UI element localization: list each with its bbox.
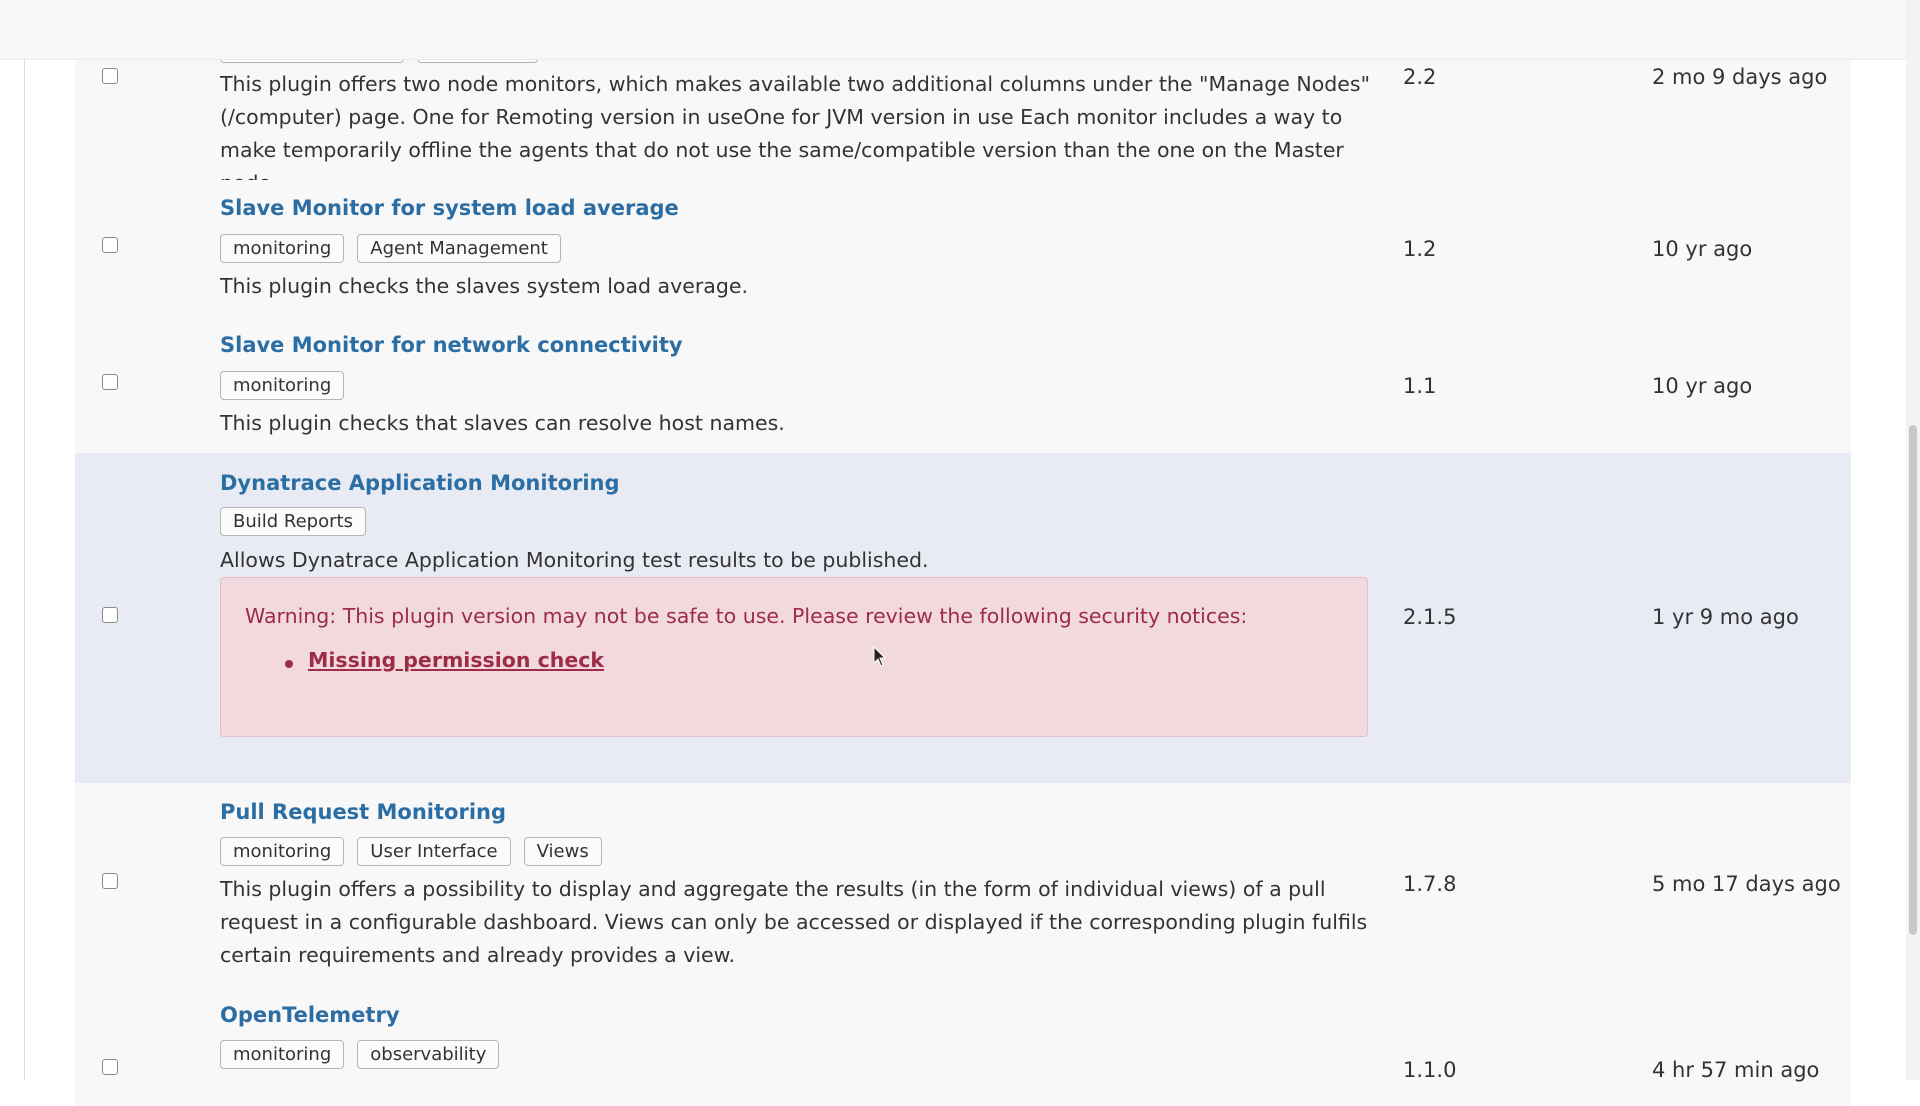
tag[interactable]: monitoring	[220, 234, 344, 263]
plugin-checkbox[interactable]	[102, 607, 118, 623]
top-header-bar	[0, 0, 1906, 60]
plugin-version: 1.7.8	[1403, 872, 1457, 896]
plugin-version: 1.1.0	[1403, 1058, 1457, 1082]
plugin-name-link[interactable]: Pull Request Monitoring	[220, 800, 507, 824]
plugin-checkbox[interactable]	[102, 374, 118, 390]
bullet-icon	[285, 660, 293, 668]
tag[interactable]: User Interface	[357, 837, 510, 866]
table-row	[75, 180, 1851, 318]
table-row	[75, 316, 1851, 455]
plugin-checkbox[interactable]	[102, 68, 118, 84]
plugin-released: 10 yr ago	[1652, 374, 1753, 398]
plugin-tags	[220, 507, 366, 536]
security-warning-box	[220, 577, 1368, 737]
tag[interactable]: monitoring	[220, 1040, 344, 1069]
scrollbar-thumb[interactable]	[1909, 425, 1917, 935]
plugin-description: Allows Dynatrace Application Monitoring test results to be published.	[220, 548, 929, 572]
plugin-version: 2.2	[1403, 65, 1437, 89]
tag[interactable]: observability	[357, 1040, 499, 1069]
sidebar-divider	[24, 0, 25, 1080]
plugin-version: 2.1.5	[1403, 605, 1457, 629]
vertical-scrollbar[interactable]	[1906, 0, 1920, 1080]
plugin-description: This plugin checks the slaves system load average.	[220, 274, 748, 298]
plugin-description: This plugin checks that slaves can resolve host names.	[220, 411, 785, 435]
plugin-checkbox[interactable]	[102, 237, 118, 253]
table-row	[75, 453, 1851, 785]
plugin-tags	[220, 1040, 499, 1069]
plugin-version: 1.2	[1403, 237, 1437, 261]
plugin-name-link[interactable]: Slave Monitor for network connectivity	[220, 333, 683, 357]
plugin-released: 10 yr ago	[1652, 237, 1753, 261]
table-row	[75, 986, 1851, 1106]
plugin-checkbox[interactable]	[102, 1059, 118, 1075]
tag[interactable]: monitoring	[220, 371, 344, 400]
plugin-released: 5 mo 17 days ago	[1652, 872, 1841, 896]
tag[interactable]: monitoring	[220, 837, 344, 866]
tag[interactable]: Build Reports	[220, 507, 366, 536]
plugin-tags	[220, 234, 561, 263]
security-notice-link[interactable]: Missing permission check	[308, 648, 605, 672]
plugin-name-link[interactable]: Dynatrace Application Monitoring	[220, 471, 620, 495]
plugin-checkbox[interactable]	[102, 873, 118, 889]
plugin-name-link[interactable]: OpenTelemetry	[220, 1003, 400, 1027]
tag[interactable]: Views	[524, 837, 602, 866]
plugin-description: This plugin offers a possibility to display and aggregate the results (in the form of individual views) of a pull request in a configurable dashboard. Views can only be accessed or displayed if the corresponding plugin fulfils certain requirements and already provides a view.	[220, 877, 1368, 967]
table-row	[75, 783, 1851, 988]
plugin-released: 2 mo 9 days ago	[1652, 65, 1828, 89]
mouse-cursor-icon	[873, 646, 887, 668]
plugin-version: 1.1	[1403, 374, 1437, 398]
plugin-tags	[220, 837, 602, 866]
plugin-tags	[220, 371, 344, 400]
plugin-released: 4 hr 57 min ago	[1652, 1058, 1820, 1082]
security-warning-text: Warning: This plugin version may not be safe to use. Please review the following security notices:	[245, 604, 1248, 628]
tag[interactable]: Agent Management	[357, 234, 561, 263]
plugin-released: 1 yr 9 mo ago	[1652, 605, 1799, 629]
plugin-description: This plugin offers two node monitors, which makes available two additional columns under the "Manage Nodes" (/computer) page. One for Remoting version in useOne for JVM version in use Each monitor includes a way to make temporarily offline the agents that do not use the same/compatible version than the one on the Master	[220, 72, 1371, 162]
plugin-name-link[interactable]: Slave Monitor for system load average	[220, 196, 679, 220]
